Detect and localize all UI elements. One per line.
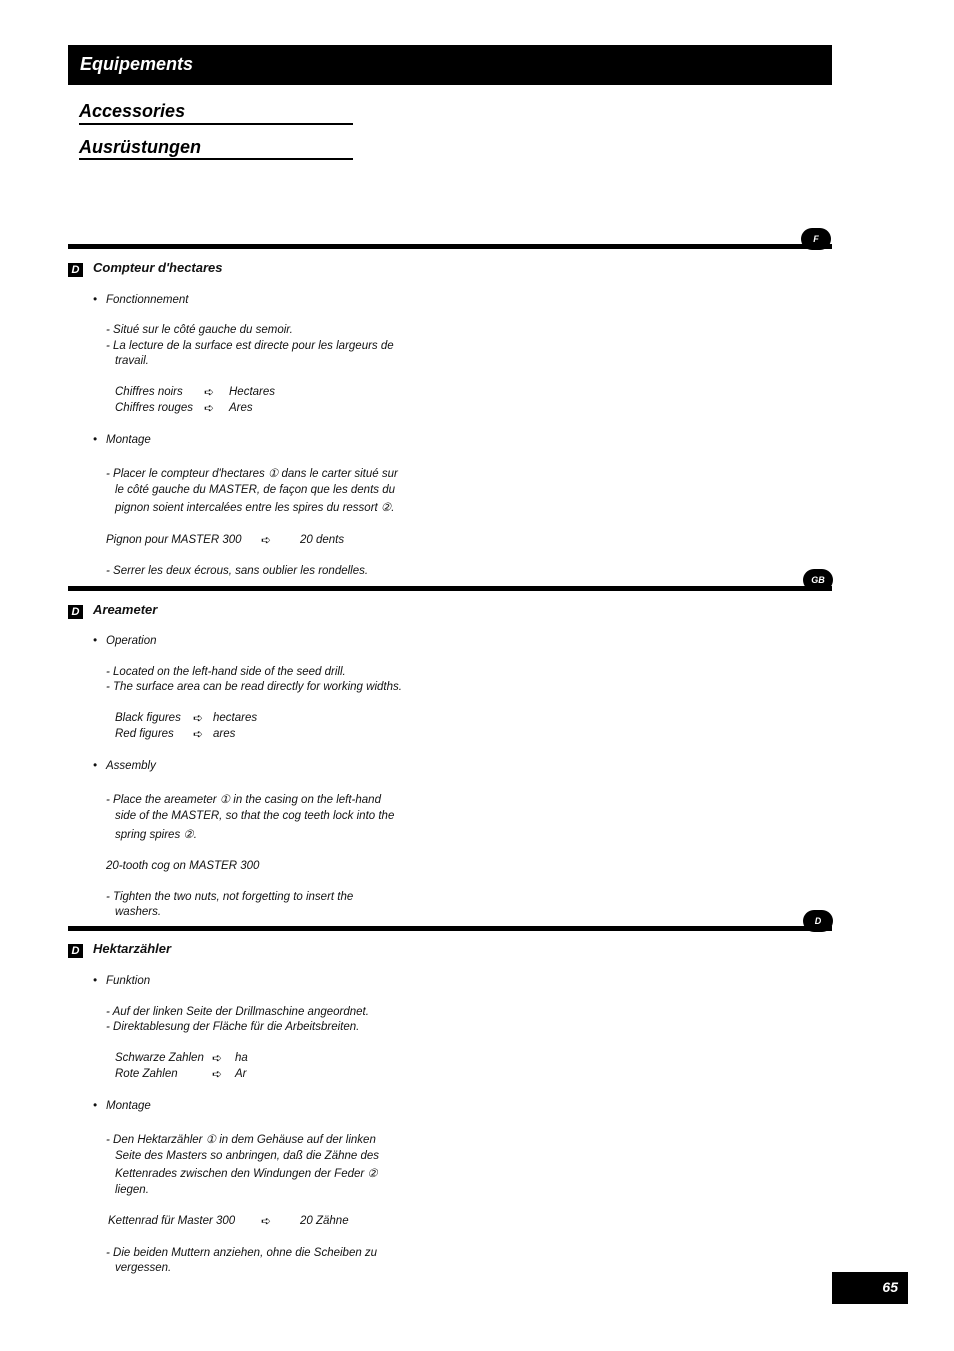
final-instruction: - Die beiden Muttern anziehen, ohne die Scheiben zu <box>106 1247 378 1259</box>
language-badge-gb: GB <box>803 569 833 591</box>
section-divider <box>68 926 832 931</box>
final-instruction: washers. <box>115 906 162 918</box>
page-number-box <box>832 1272 908 1304</box>
operation-line: travail. <box>115 355 149 367</box>
section-title: Hektarzähler <box>93 941 172 956</box>
figure-value: Hectares <box>229 386 276 398</box>
figure-label: Black figures <box>115 712 181 724</box>
title-banner <box>68 45 832 85</box>
section-title: Compteur d'hectares <box>93 260 223 275</box>
language-badge-fr: F <box>801 228 831 250</box>
section-marker: D <box>68 944 83 958</box>
figure-label: Red figures <box>115 728 174 740</box>
operation-heading: Operation <box>106 635 157 647</box>
arrow-icon: ➪ <box>212 1051 223 1065</box>
assembly-line: - Placer le compteur d'hectares ① dans le carter situé sur <box>106 468 398 480</box>
section-marker: D <box>68 605 83 619</box>
operation-line: - La lecture de la surface est directe pour les largeurs de <box>106 340 394 352</box>
operation-heading: Fonctionnement <box>106 294 189 306</box>
subtitle-underline <box>79 123 353 125</box>
cog-label: Kettenrad für Master 300 <box>108 1215 236 1227</box>
assembly-line: liegen. <box>115 1184 149 1196</box>
assembly-line: Kettenrades zwischen den Windungen der Feder ② <box>115 1168 378 1180</box>
final-instruction: - Serrer les deux écrous, sans oublier les rondelles. <box>106 565 369 577</box>
operation-heading: Funktion <box>106 975 151 987</box>
language-badge-de: D <box>803 910 833 932</box>
figure-label: Chiffres rouges <box>115 402 193 414</box>
bullet: • <box>93 760 98 772</box>
assembly-line: Seite des Masters so anbringen, daß die Zähne des <box>115 1150 380 1162</box>
operation-line: - The surface area can be read directly for working widths. <box>106 681 402 693</box>
section-title: Areameter <box>93 602 158 617</box>
final-instruction: - Tighten the two nuts, not forgetting to insert the <box>106 891 354 903</box>
bullet: • <box>93 635 98 647</box>
cog-label: 20-tooth cog on MASTER 300 <box>106 860 260 872</box>
cog-label: Pignon pour MASTER 300 <box>106 534 242 546</box>
figure-value: ha <box>235 1052 248 1064</box>
operation-line: - Auf der linken Seite der Drillmaschine angeordnet. <box>106 1006 369 1018</box>
figure-value: Ares <box>229 402 253 414</box>
section-marker: D <box>68 263 83 277</box>
cog-value: 20 dents <box>300 534 345 546</box>
arrow-icon: ➪ <box>261 533 272 547</box>
arrow-icon: ➪ <box>261 1214 272 1228</box>
figure-value: hectares <box>213 712 258 724</box>
assembly-line: pignon soient intercalées entre les spires du ressort ②. <box>115 502 395 514</box>
page-title: Equipements <box>80 54 194 74</box>
assembly-heading: Assembly <box>106 760 156 772</box>
subtitle-ausruestungen: Ausrüstungen <box>79 137 202 157</box>
arrow-icon: ➪ <box>212 1067 223 1081</box>
assembly-line: - Den Hektarzähler ① in dem Gehäuse auf der linken <box>106 1134 376 1146</box>
assembly-line: - Place the areameter ① in the casing on the left-hand <box>106 794 381 806</box>
assembly-heading: Montage <box>106 434 151 446</box>
operation-line: - Located on the left-hand side of the seed drill. <box>106 666 346 678</box>
section-divider <box>68 586 832 591</box>
figure-value: Ar <box>235 1068 247 1080</box>
page-number: 65 <box>882 1279 898 1295</box>
arrow-icon: ➪ <box>204 385 215 399</box>
bullet: • <box>93 1100 98 1112</box>
subtitle-accessories: Accessories <box>79 101 186 121</box>
arrow-icon: ➪ <box>193 727 204 741</box>
subtitle-underline <box>79 158 353 160</box>
figure-label: Rote Zahlen <box>115 1068 178 1080</box>
assembly-line: side of the MASTER, so that the cog teeth lock into the <box>115 810 395 822</box>
assembly-heading: Montage <box>106 1100 151 1112</box>
operation-line: - Direktablesung der Fläche für die Arbeitsbreiten. <box>106 1021 360 1033</box>
cog-value: 20 Zähne <box>300 1215 349 1227</box>
operation-line: - Situé sur le côté gauche du semoir. <box>106 324 293 336</box>
final-instruction: vergessen. <box>115 1262 172 1274</box>
figure-value: ares <box>213 728 236 740</box>
section-divider <box>68 244 832 249</box>
assembly-line: spring spires ②. <box>115 829 197 841</box>
assembly-line: le côté gauche du MASTER, de façon que les dents du <box>115 484 396 496</box>
figure-label: Chiffres noirs <box>115 386 183 398</box>
bullet: • <box>93 975 98 987</box>
bullet: • <box>93 434 98 446</box>
arrow-icon: ➪ <box>204 401 215 415</box>
figure-label: Schwarze Zahlen <box>115 1052 204 1064</box>
bullet: • <box>93 294 98 306</box>
arrow-icon: ➪ <box>193 711 204 725</box>
